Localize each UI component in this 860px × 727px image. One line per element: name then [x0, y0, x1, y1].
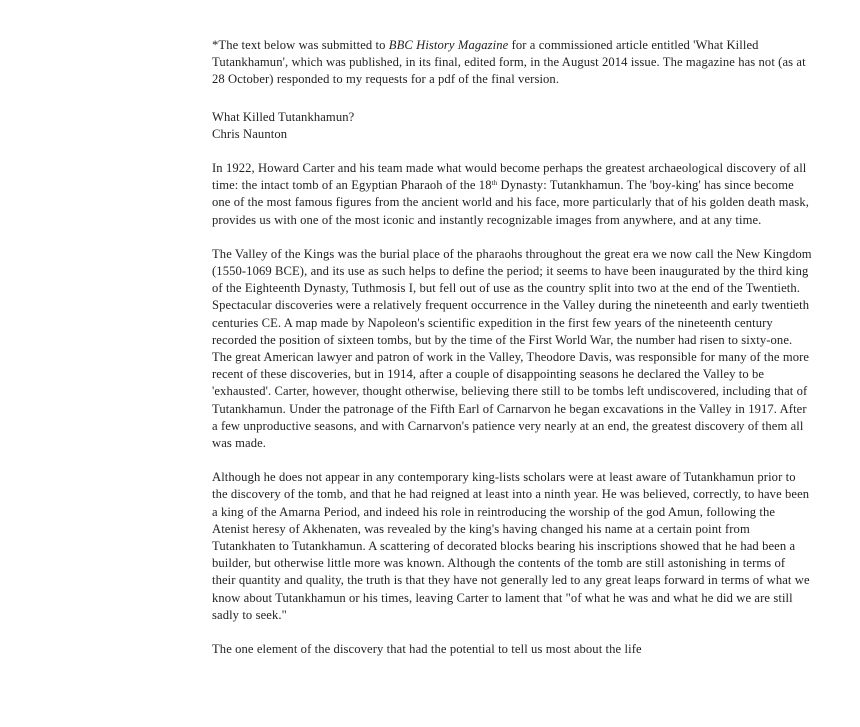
ordinal-suffix: th: [491, 179, 498, 188]
article-title: What Killed Tutankhamun?: [212, 109, 355, 124]
paragraph-2: The Valley of the Kings was the burial place of the pharaohs throughout the great era we now call the New Kingdom (1550-1069 BCE), and its use as such helps to define the period; it seems to have been inaugurated by the third king of the Eighteenth Dynasty, Tuthmosis I, but fell out of use as the country split into two at the end of the Twentieth. Spectacular discoveries were a relatively frequent occurrence in the Valley during the nineteenth and early twentieth centuries CE. A map made by Napoleon's scientific expedition in the first few years of the nineteenth century recorded the position of sixteen tombs, but by the time of the First World War, the number had risen to sixty-one. The great American lawyer and patron of work in the Valley, Theodore Davis, was responsible for many of the more recent of these discoveries, but in 1914, after a couple of disappointing seasons he declared the Valley to be 'exhausted'. Carter, however, thought otherwise, believing there still to be tombs left undiscovered, including that of Tutankhamun. Under the patronage of the Fifth Earl of Carnarvon he began excavations in the Valley in 1917. After a few unproductive seasons, and with Carnarvon's patience very nearly at an end, the greatest discovery of them all was made.: [212, 246, 812, 451]
note-suffix: for a commissioned article entitled 'What Killed Tutankhamun', which was published, in its final, edited form, in the August 2014 issue. The magazine has not (as at 28 October) responded to my requests for a pdf of the final version.: [212, 38, 806, 87]
paragraph-1-text-a: In 1922, Howard Carter and his team made what would become perhaps the greatest archaeological discovery of all time: the intact tomb of an Egyptian Pharaoh of the 18: [212, 161, 807, 193]
paragraph-1: [212, 160, 812, 229]
title-block: [212, 109, 812, 143]
paragraph-1-text-b: Dynasty: Tutankhamun. The 'boy-king' has since become one of the most famous figures from the ancient world and his face, more particularly that of his golden death mask, provides us with one of the most iconic and instantly recognizable images from anywhere, and at any time.: [212, 178, 810, 227]
document-page: [212, 37, 812, 675]
paragraph-4: The one element of the discovery that had the potential to tell us most about the life: [212, 642, 642, 657]
magazine-name: BBC History Magazine: [388, 38, 509, 52]
note-prefix: *The text below was submitted to: [212, 38, 389, 52]
article-author: Chris Naunton: [212, 126, 288, 141]
paragraph-3: Although he does not appear in any contemporary king-lists scholars were at least aware of Tutankhamun prior to the discovery of the tomb, and that he had reigned at least into a ninth year. He was believed, correctly, to have been a king of the Amarna Period, and indeed his role in reintroducing the worship of the god Amun, following the Atenist heresy of Akhenaten, was revealed by the king's having changed his name at a certain point from Tutankhaten to Tutankhamun. A scattering of decorated blocks bearing his inscriptions showed that he had been a builder, but otherwise little more was known. Although the contents of the tomb are still astonishing in terms of their quantity and quality, the truth is that they have not generally led to any great leaps forward in terms of what we know about Tutankhamun or his times, leaving Carter to lament that "of what he was and what he did we are still sadly to seek.": [212, 470, 810, 622]
editorial-note: [212, 37, 812, 89]
